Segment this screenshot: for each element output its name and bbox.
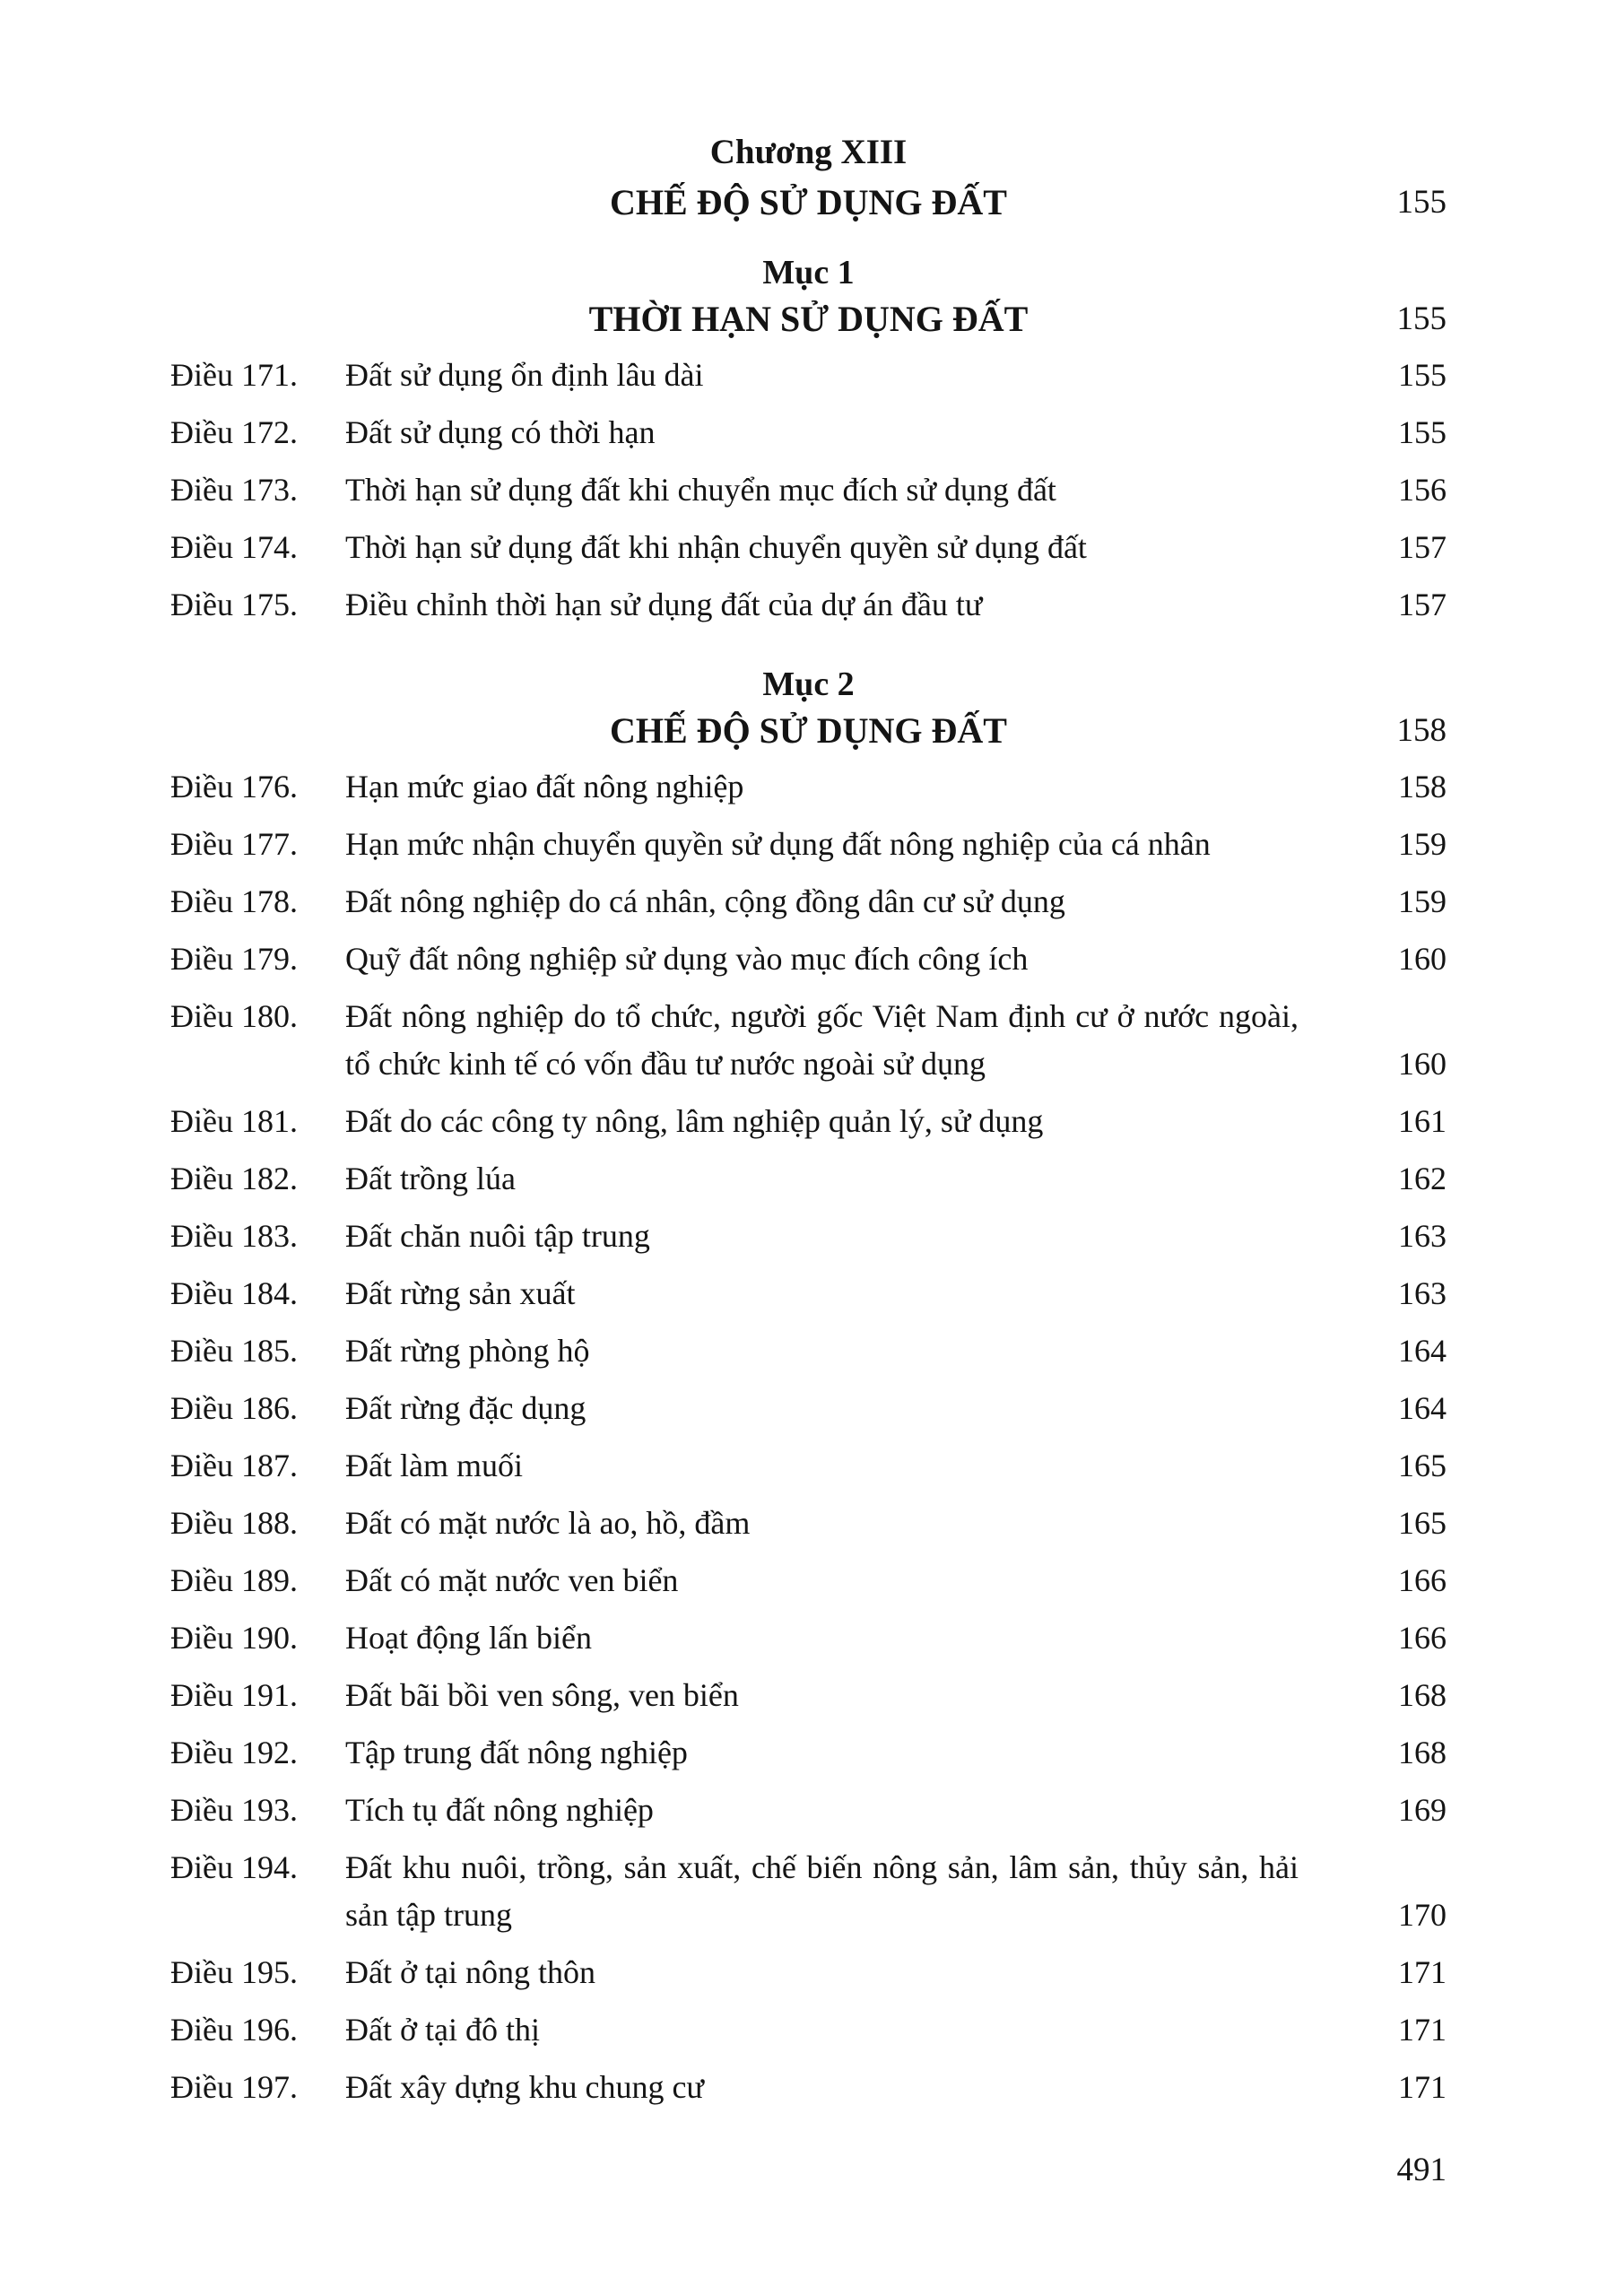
entry-article-number: Điều 194. [170,1849,298,1885]
section-2-label: Mục 2 [762,665,855,703]
chapter-title: CHẾ ĐỘ SỬ DỤNG ĐẤT [610,182,1007,222]
section-2-head [170,661,1447,754]
toc-entry [170,1155,1447,1203]
entry-article-number: Điều 179. [170,941,298,977]
entry-article-number: Điều 196. [170,2012,298,2048]
entry-article-number: Điều 185. [170,1333,298,1369]
entry-title: Đất bãi bồi ven sông, ven biển [345,1677,739,1713]
entry-article-number: Điều 180. [170,998,298,1034]
footer-page-number: 491 [1396,2152,1447,2188]
entry-title: Đất chăn nuôi tập trung [345,1218,650,1254]
toc-entry [170,352,1447,399]
entry-title: Đất xây dựng khu chung cư [345,2069,704,2105]
entry-page-number: 157 [1398,587,1447,622]
toc-entry [170,581,1447,629]
chapter-title-row [170,178,1447,228]
entry-page-number: 165 [1398,1505,1447,1541]
entry-page-number: 161 [1398,1103,1447,1139]
entry-article-number: Điều 181. [170,1103,298,1139]
entry-page-number: 165 [1398,1448,1447,1483]
entry-page-number: 168 [1398,1735,1447,1770]
entry-page-number: 166 [1398,1562,1447,1598]
entry-article-number: Điều 176. [170,769,298,804]
entry-page-number: 164 [1398,1333,1447,1369]
entry-title: Đất có mặt nước ven biển [345,1562,679,1598]
entry-page-number: 170 [1398,1897,1447,1933]
entry-article-number: Điều 171. [170,357,298,393]
toc-entry [170,1614,1447,1662]
entry-article-number: Điều 186. [170,1390,298,1426]
entry-article-number: Điều 182. [170,1161,298,1196]
entry-article-number: Điều 188. [170,1505,298,1541]
section-2-title: CHẾ ĐỘ SỬ DỤNG ĐẤT [610,710,1007,751]
entry-page-number: 159 [1398,826,1447,862]
chapter-label: Chương XIII [709,133,908,171]
entry-title: Thời hạn sử dụng đất khi nhận chuyển quyền sử dụng đất [345,529,1087,565]
entry-article-number: Điều 190. [170,1620,298,1656]
entry-page-number: 164 [1398,1390,1447,1426]
entry-article-number: Điều 191. [170,1677,298,1713]
entry-title: Hạn mức nhận chuyển quyền sử dụng đất nông nghiệp của cá nhân [345,826,1211,862]
section-1-label: Mục 1 [762,254,855,291]
entry-title: Hạn mức giao đất nông nghiệp [345,769,744,804]
entry-title: Đất có mặt nước là ao, hồ, đầm [345,1505,751,1541]
entry-title: Đất làm muối [345,1448,523,1483]
entry-page-number: 171 [1398,1954,1447,1990]
entry-page-number: 155 [1398,357,1447,393]
toc-entry [170,763,1447,811]
entry-title: Đất ở tại nông thôn [345,1954,595,1990]
toc-entry [170,2064,1447,2111]
entry-article-number: Điều 189. [170,1562,298,1598]
toc-entry [170,466,1447,514]
toc-entry [170,1844,1447,1939]
entry-page-number: 169 [1398,1792,1447,1828]
section-2-page-number: 158 [1396,712,1447,749]
entry-article-number: Điều 187. [170,1448,298,1483]
entry-title: Đất khu nuôi, trồng, sản xuất, chế biến nông sản, lâm sản, thủy sản, hải sản tập trung [345,1849,1299,1933]
toc-entry [170,821,1447,868]
entry-title: Đất sử dụng ổn định lâu dài [345,357,704,393]
entry-page-number: 160 [1398,941,1447,977]
entry-article-number: Điều 183. [170,1218,298,1254]
toc-entry [170,524,1447,571]
entry-article-number: Điều 193. [170,1792,298,1828]
toc-entry [170,1270,1447,1318]
entry-page-number: 159 [1398,883,1447,919]
entry-article-number: Điều 174. [170,529,298,565]
entry-article-number: Điều 184. [170,1275,298,1311]
section-1-page-number: 155 [1396,300,1447,337]
entry-title: Đất rừng đặc dụng [345,1390,586,1426]
entry-article-number: Điều 173. [170,472,298,508]
entry-title: Đất ở tại đô thị [345,2012,541,2048]
entry-page-number: 171 [1398,2069,1447,2105]
toc-entry [170,1500,1447,1547]
entry-page-number: 160 [1398,1046,1447,1082]
toc-entry [170,1729,1447,1777]
entry-article-number: Điều 177. [170,826,298,862]
entry-page-number: 157 [1398,529,1447,565]
entry-title: Quỹ đất nông nghiệp sử dụng vào mục đích công ích [345,941,1029,977]
toc-entry [170,1672,1447,1719]
toc-entry [170,1442,1447,1490]
chapter-page-number: 155 [1396,184,1447,221]
section-1-entries [170,352,1447,629]
entry-article-number: Điều 195. [170,1954,298,1990]
entry-page-number: 158 [1398,769,1447,804]
toc-entry [170,1213,1447,1260]
toc-entry [170,1557,1447,1605]
entry-title: Điều chỉnh thời hạn sử dụng đất của dự án đầu tư [345,587,983,622]
entry-article-number: Điều 178. [170,883,298,919]
entry-title: Đất sử dụng có thời hạn [345,414,656,450]
entry-title: Thời hạn sử dụng đất khi chuyển mục đích sử dụng đất [345,472,1056,508]
entry-article-number: Điều 172. [170,414,298,450]
toc-entry [170,409,1447,457]
entry-page-number: 162 [1398,1161,1447,1196]
entry-page-number: 166 [1398,1620,1447,1656]
toc-entry [170,878,1447,926]
section-2-entries [170,763,1447,2111]
entry-article-number: Điều 192. [170,1735,298,1770]
entry-article-number: Điều 197. [170,2069,298,2105]
entry-page-number: 163 [1398,1275,1447,1311]
toc-entry [170,993,1447,1088]
section-2-title-row [170,708,1447,754]
entry-title: Đất rừng phòng hộ [345,1333,590,1369]
entry-title: Đất do các công ty nông, lâm nghiệp quản lý, sử dụng [345,1103,1044,1139]
entry-page-number: 156 [1398,472,1447,508]
entry-page-number: 155 [1398,414,1447,450]
toc-entry [170,2006,1447,2054]
entry-title: Tập trung đất nông nghiệp [345,1735,688,1770]
entry-page-number: 168 [1398,1677,1447,1713]
entry-title: Tích tụ đất nông nghiệp [345,1792,654,1828]
section-1-title: THỜI HẠN SỬ DỤNG ĐẤT [588,299,1029,339]
entry-title: Đất rừng sản xuất [345,1275,576,1311]
entry-title: Đất nông nghiệp do cá nhân, cộng đồng dân cư sử dụng [345,883,1065,919]
entry-title: Hoạt động lấn biển [345,1620,592,1656]
entry-article-number: Điều 175. [170,587,298,622]
toc-entry [170,1787,1447,1834]
toc-entry [170,1949,1447,1996]
section-1-head [170,249,1447,343]
entry-title: Đất nông nghiệp do tổ chức, người gốc Việt Nam định cư ở nước ngoài, tổ chức kinh tế có vốn đầu tư nước ngoài sử dụng [345,998,1299,1082]
entry-page-number: 171 [1398,2012,1447,2048]
toc-entry [170,1385,1447,1432]
section-1-title-row [170,296,1447,343]
toc-entry [170,1098,1447,1145]
entry-title: Đất trồng lúa [345,1161,516,1196]
entry-page-number: 163 [1398,1218,1447,1254]
toc-entry [170,935,1447,983]
toc-entry [170,1327,1447,1375]
